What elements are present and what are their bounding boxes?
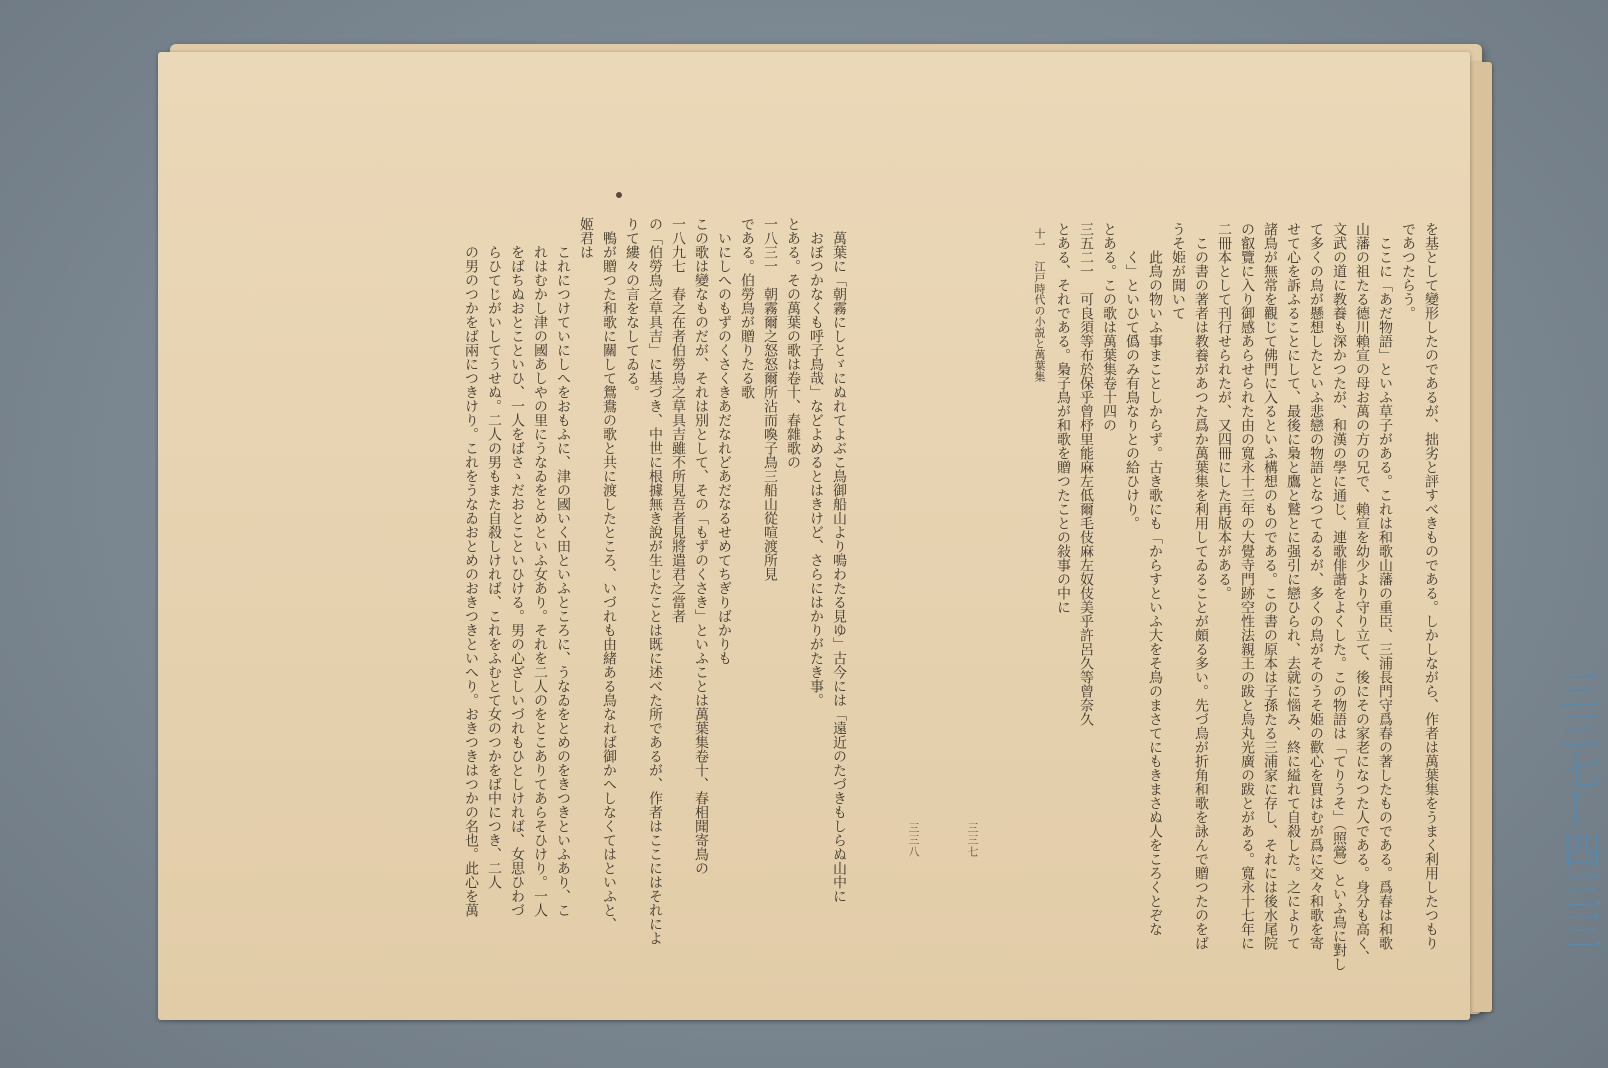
- right_page-line: 此鳥の物いふ事まことしからず。古き歌にも「からすといふ大をそ鳥のまさてにもきまさぬ人をころくとぞな: [1147, 222, 1163, 936]
- left_page-line: 一八九七 春之在者伯勞鳥之草具吉雖不所見吾者見將遣君之當者: [670, 217, 686, 623]
- right_page-line: く」といひて僞のみ有鳥なりとの給ひけり。: [1124, 222, 1140, 530]
- right_page-line: て多くの鳥が懸想したといふ悲戀の物語となつてゐるが、多くの鳥がそのうそ姫の歡心を買はむが爲に交々和歌を寄: [1308, 222, 1324, 950]
- page-stack-edge: [1470, 62, 1492, 1012]
- right_page-line: 二冊本として刊行せられたが、又四冊にした再版本がある。: [1216, 222, 1232, 600]
- right_page-line: ここに「あだ物語」といふ草子がある。これは和歌山藩の重臣、三浦長門守爲春の著したものである。爲春は和歌: [1377, 222, 1393, 950]
- right-page-number: 三三七: [966, 822, 979, 858]
- left_page-line: 鴨が贈つた和歌に關して鴛鴦の歌と共に渡したところ、いづれも由緒ある鳥なれば御かへしなくてはといふと、: [601, 217, 617, 931]
- right_page-line: この書の著者は教養があつた爲か萬葉集を利用してゐることが頗る多い。先づ烏が折角和歌を詠んで贈つたのをば: [1193, 222, 1209, 950]
- document-page: [158, 52, 1470, 1020]
- left_page-line: の「伯勞鳥之草具吉」に基づき、中世に根據無き說が生じたことは既に述べた所であるが、作者はここにはそれによ: [647, 217, 663, 945]
- left_page-line: 姬君は: [578, 217, 594, 259]
- right_page-line: せて心を訴ふることにして、最後に梟と鷹と鷲とに强引に戀ひられ、去就に惱み、終に縊れて自殺した。之によりて: [1285, 222, 1301, 950]
- right_page-line: とある、それである。梟子鳥が和歌を贈つたことの敍事の中に: [1055, 222, 1071, 614]
- right_page-line: であつたらう。: [1400, 222, 1416, 320]
- left_page-line: この歌は變なものだが、それは別として、その「もずのくさき」といふことは萬葉集卷十、春相聞寄鳥の: [693, 217, 709, 875]
- left-page-text: [430, 217, 850, 945]
- right_page-line: 三五二一 可良須等布於保乎曾杼里能麻左低爾毛伎麻左奴伎美乎許呂久等曾奈久: [1078, 222, 1094, 726]
- right_page-line: 諸鳥が無常を觀じて佛門に入るといふ構想のものである。この書の原本は子孫たる三浦家に存し、それには後水尾院: [1262, 222, 1278, 950]
- right_page-line: 山藩の祖たる德川賴宣の母お萬の方の兄で、賴宣を幼少より守り立て、後にその家老になつた人である。身分も高く、: [1354, 222, 1370, 964]
- ink-spot: [616, 192, 622, 198]
- left_page-line: れはむかし津の國あしやの里にうなゐをとめといふ女あり。それを二人のをとこありてあらそひけり。一人: [532, 217, 548, 917]
- left_page-line: らひてじがいしてうせぬ。二人の男もまた自殺しければ、これをふむとて女のつかをば中につき、二人: [486, 217, 502, 889]
- right_page-line: の叡覽に入り御感あらせられた由の寬永十三年の大覺寺門跡空性法親王の跋と烏丸光廣の跋とがある。寬永十七年に: [1239, 222, 1255, 950]
- right_page-line: うそ姫が聞いて: [1170, 222, 1186, 320]
- left_page-line: いにしへのもずのくさくきあだなれどあだなるせめてちぎりばかりも: [716, 217, 732, 665]
- left_page-line: これにつけていにしへをおもふに、津の國いく田といふところに、うなゐをとめのをきつきといふあり、こ: [555, 217, 571, 917]
- left_page-line: 萬葉に「朝霧にしとゞにぬれてよぶこ鳥御船山より鳴わたる見ゆ」古今には「遠近のたづきもしらぬ山中に: [831, 217, 847, 903]
- left_page-line: とある。その萬葉の歌は卷十、春雜歌の: [785, 217, 801, 469]
- left_page-line: の男のつかをば兩につきけり。これをうなゐおとめのおきつきといへり。おきつきはつかの名也。此心を萬: [463, 217, 479, 917]
- left_page-line: 一八三一 朝霧爾之怒怒爾所沾而喚子鳥三船山從喧渡所見: [762, 217, 778, 581]
- right_page-line: 文武の道に教養も深かつたが、和漢の學に通じ、連歌俳諧をよくした。この物語は「てりうそ」（照鶯）といふ鳥に對し: [1331, 222, 1347, 971]
- left_page-line: りて縷々の言をなしてゐる。: [624, 217, 640, 399]
- right_page-line: を基として變形したのであるが、拙劣と評すべきものである。しかしながら、作者は萬葉集をうまく利用したつもり: [1423, 222, 1439, 950]
- left_page-line: をばちぬおとこといひ、一人をばさゝだおとこといひける。男の心ざしいづれもひとしければ、女思ひわづ: [509, 217, 525, 917]
- chapter-header: 十一 江戸時代の小説と萬葉集: [1033, 228, 1046, 382]
- left_page-line: である。伯勞鳥が贈りたる歌: [739, 217, 755, 399]
- left_page-line: おぼつかなくも呼子鳥哉」などよめるとはきけど、さらにはかりがたき事。: [808, 217, 824, 707]
- right_page-line: とある。この歌は萬葉集卷十四の: [1101, 222, 1117, 432]
- left-page-number: 三三八: [907, 822, 920, 858]
- handwritten-page-range-annotation: 三三七—四三三: [1552, 669, 1604, 951]
- right-page-text: [986, 222, 1442, 971]
